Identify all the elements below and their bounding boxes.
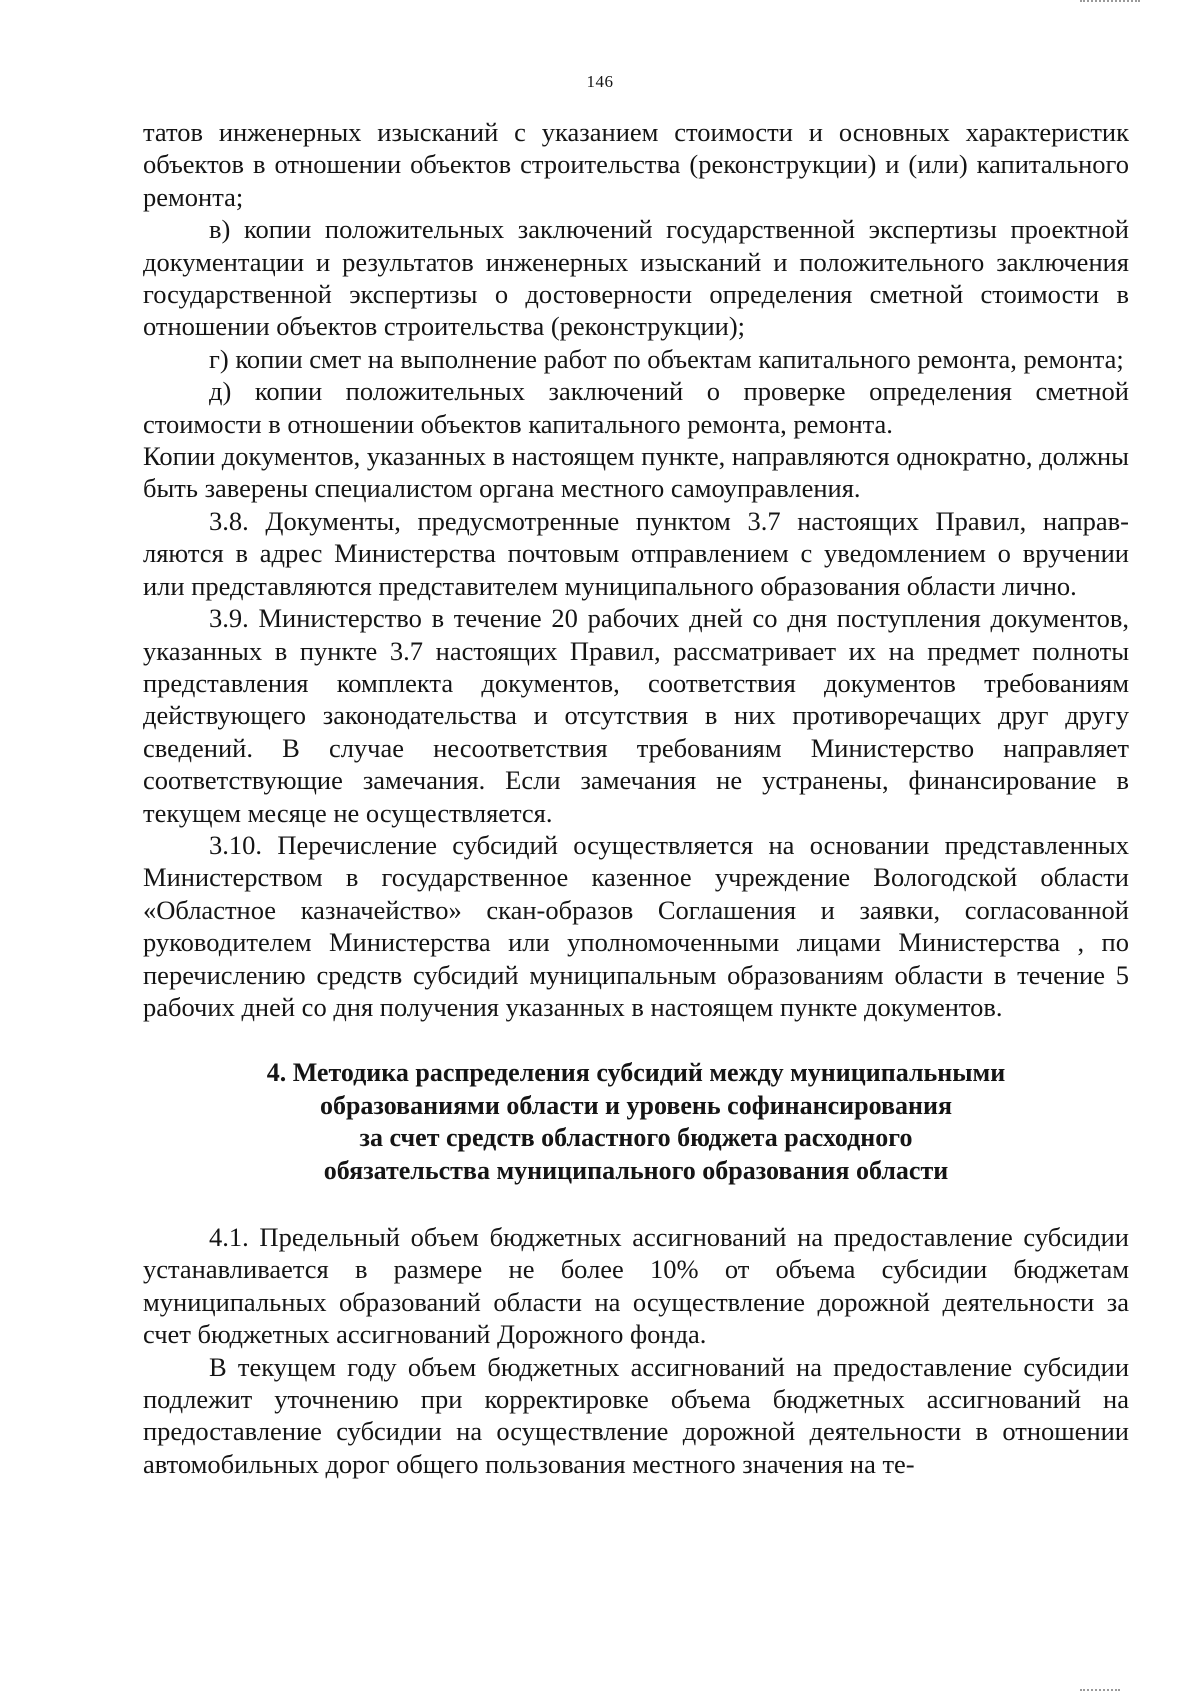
paragraph-continuation: татов инженерных изысканий с указанием стоимости и основных характеристик объектов в отношении объектов строительства (реконструкции) и (или) капитального ремонта; [143,117,1129,212]
document-body [143,116,1129,1480]
heading-line: 4. Методика распределения субсидий между муниципальными [266,1058,1006,1088]
page-number: 146 [586,72,614,91]
paragraph-3-10: 3.10. Перечисление субсидий осуществляется на основании представленных Министерством в государственное казенное учреждение Вологодской области «Областное казначейство» скан-образов Соглашения и заявки, согласованной руководителем Министерства или уполномоченными лицами Министерства , по перечислению средств субсидий муниципальным образованиям области в течение 5 рабочих дней со дня получения указанных в настоящем пункте документов. [143,829,1129,1022]
heading-line: образованиями области и уровень софинансирования [319,1090,953,1120]
paragraph-4-1: 4.1. Предельный объем бюджетных ассигнований на предоставление субсидии устанавливается в размере не более 10% от объема субсидии бюджетам муниципальных образований области на осуществление дорожной деятельности за счет бюджетных ассигнований Дорожного фонда. [143,1222,1129,1350]
paragraph-current-year: В текущем году объем бюджетных ассигнований на предоставление субсидии подлежит уточнению при корректировке объема бюджетных ассигнований на предоставление субсидии на осуществление дорожной деятельности в отношении автомобильных дорог общего пользования местного значения на те- [143,1351,1129,1479]
paragraph-item-d: д) копии положительных заключений о проверке определения сметной стоимости в отношении объектов капитального ремонта, ремонта. [143,376,1129,439]
paragraph-3-8: 3.8. Документы, предусмотренные пунктом 3.7 настоящих Правил, направляются в адрес Министерства почтовым отправлением с уведомлением о вручении или представляются представителем муниципального образования области лично. [143,505,1129,601]
heading-line: обязательства муниципального образования области [323,1155,949,1185]
scan-artifact-top [1080,0,1140,8]
paragraph-item-v: в) копии положительных заключений государственной экспертизы проектной документации и результатов инженерных изысканий и положительного заключения государственной экспертизы о достоверности определения сметной стоимости в отношении объектов строительства (реконструкции); [143,214,1129,342]
heading-line: за счет средств областного бюджета расходного [359,1123,913,1153]
section-4-heading [143,1057,1129,1187]
scan-artifact-bottom [1080,1683,1120,1691]
paragraph-3-9: 3.9. Министерство в течение 20 рабочих дней со дня поступления документов, указанных в пункте 3.7 настоящих Правил, рассматривает их на предмет полноты представления комплекта документов, соответствия документов требованиям действующего законодательства и отсутствия в них противоречащих друг другу сведений. В случае несоответствия требованиям Министерство направляет соответствующие замечания. Если замечания не устранены, финансирование в текущем месяце не осуществляется. [143,603,1129,828]
paragraph-copies-note: Копии документов, указанных в настоящем пункте, направляются однократно, должны быть заверены специалистом органа местного самоуправления. [143,441,1129,504]
paragraph-item-g: г) копии смет на выполнение работ по объектам капитального ремонта, ремонта; [209,343,1124,374]
